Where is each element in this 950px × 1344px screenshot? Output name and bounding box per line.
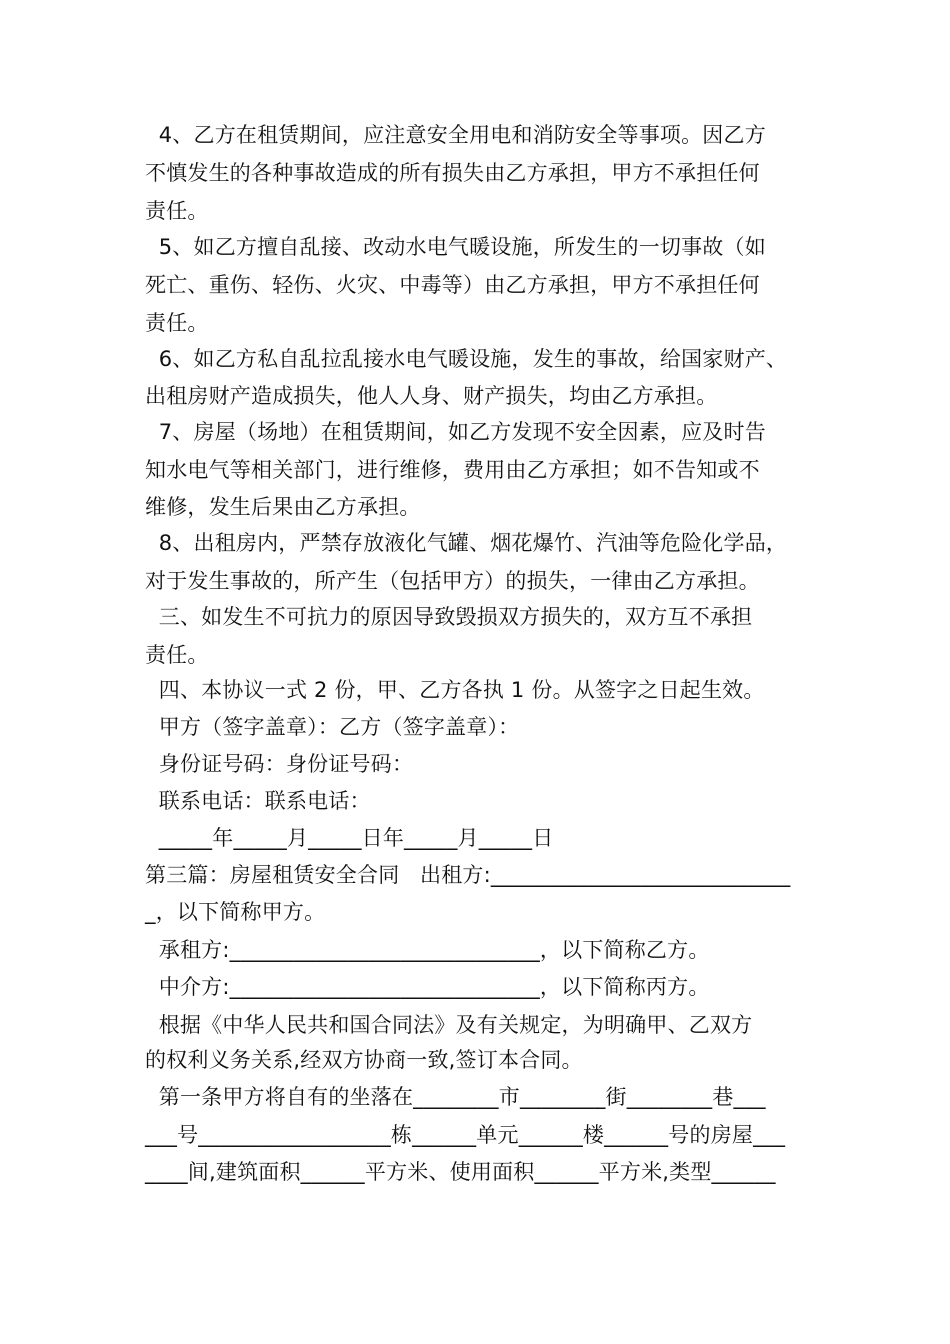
text-line: 责任。 [145, 199, 209, 223]
text-line: 四、本协议一式 2 份，甲、乙方各执 1 份。从签字之日起生效。 [145, 678, 765, 702]
text-line: 对于发生事故的，所产生（包括甲方）的损失，一律由乙方承担。 [145, 569, 760, 593]
section-heading: 第三篇：房屋租赁安全合同 出租方:____________________________ [145, 863, 791, 887]
text-line: 的权利义务关系,经双方协商一致,签订本合同。 [145, 1048, 583, 1072]
text-line: 中介方:_____________________________，以下简称丙方。 [145, 975, 710, 999]
text-line: 责任。 [145, 643, 209, 667]
text-line: 根据《中华人民共和国合同法》及有关规定，为明确甲、乙双方 [145, 1013, 753, 1037]
text-line: 7、房屋（场地）在租赁期间，如乙方发现不安全因素，应及时告 [145, 420, 766, 444]
id-number-line: 身份证号码：身份证号码： [145, 752, 414, 776]
text-line: 第一条甲方将自有的坐落在________市________街________巷___ [145, 1085, 766, 1109]
text-line: 出租房财产造成损失，他人人身、财产损失，均由乙方承担。 [145, 384, 718, 408]
text-line: 责任。 [145, 311, 209, 335]
text-line: 三、如发生不可抗力的原因导致毁损双方损失的，双方互不承担 [145, 605, 753, 629]
text-line: 不慎发生的各种事故造成的所有损失由乙方承担，甲方不承担任何 [145, 161, 760, 185]
text-line: 维修，发生后果由乙方承担。 [145, 495, 421, 519]
text-line: ___号__________________栋______单元______楼______号的房屋___ [145, 1123, 786, 1147]
text-line: 知水电气等相关部门，进行维修，费用由乙方承担；如不告知或不 [145, 458, 760, 482]
text-line: 死亡、重伤、轻伤、火灾、中毒等）由乙方承担，甲方不承担任何 [145, 273, 760, 297]
signature-line: 甲方（签字盖章）：乙方（签字盖章）： [145, 715, 520, 739]
text-line: 8、出租房内，严禁存放液化气罐、烟花爆竹、汽油等危险化学品， [145, 531, 788, 555]
text-line: 5、如乙方擅自乱接、改动水电气暖设施，所发生的一切事故（如 [145, 235, 766, 259]
date-line: _____年_____月_____日年_____月_____日 [145, 826, 554, 850]
text-line: 承租方:_____________________________，以下简称乙方。 [145, 938, 710, 962]
text-line: ____间,建筑面积______平方米、使用面积______平方米,类型______ [145, 1160, 776, 1184]
text-line: 4、乙方在租赁期间，应注意安全用电和消防安全等事项。因乙方 [145, 123, 766, 147]
text-line: 6、如乙方私自乱拉乱接水电气暖设施，发生的事故，给国家财产、 [145, 347, 788, 371]
phone-line: 联系电话：联系电话： [145, 789, 371, 813]
text-line: _，以下简称甲方。 [145, 900, 326, 924]
